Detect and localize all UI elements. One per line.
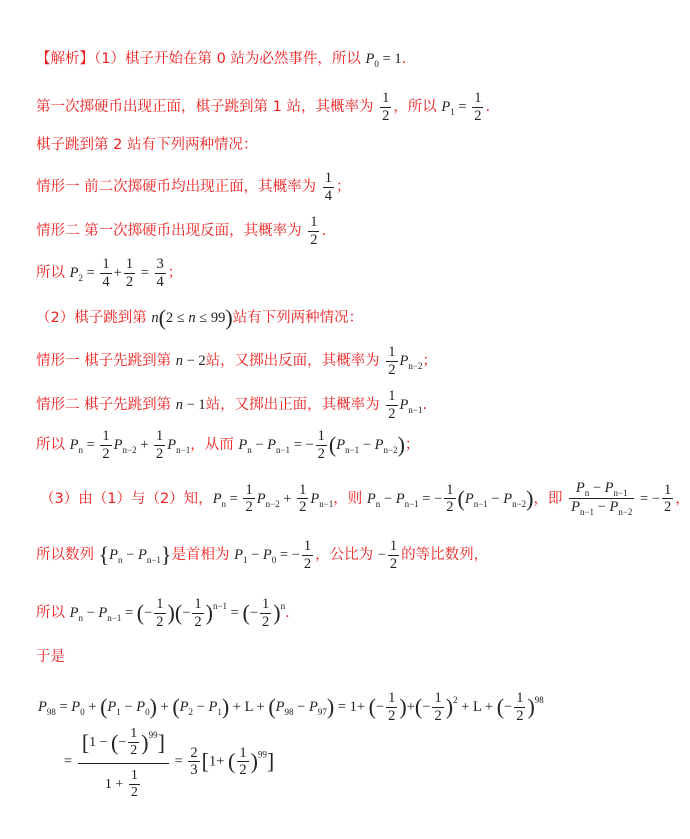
sum-line: $P_{98} = P_0 + (P_1 - P_0) + (P_2 - P_1) + L + (P_{98} - P_{97}) = 1+$ (− $\frac{1}{2}$ )+(− $\frac{1}{2}$ )$^2$ + L + (− $\frac{1}{2}$ )$^{98}$ — [38, 690, 544, 724]
part2-line: （2）棋子跳到第 n(2 ≤ n ≤ 99)站有下列两种情况： — [36, 305, 364, 330]
sequence-line: 所以数列 $\{P_n - P_{n-1}\}$是首相为 $P_1 - P_0$ = − $\frac{1}{2}$ ，公比为 − $\frac{1}{2}$ 的等比数列， — [36, 538, 489, 572]
analysis-line-1: 【解析】（1）棋子开始在第 0 站为必然事件，所以 $P_0 = 1$. — [36, 51, 407, 69]
analysis-line-3: 棋子跳到第 2 站有下列两种情况： — [36, 137, 258, 153]
final-line: = [1 − (− $\frac{1}{2}$ )$^{99}$] 1 + $\frac{1}{2}$ = $\frac{2}{3}$ [1+ ( $\frac{1}{2}$ )$^{99}$] — [64, 722, 274, 801]
part2-case-one: 情形一 棋子先跳到第 n − 2站，又掷出反面，其概率为 $\frac{1}{2}$ $P_{n-2}$； — [36, 344, 437, 378]
part3-line: （3）由（1）与（2）知，$P_n$ = $\frac{1}{2}$ $P_{n-2}$ + $\frac{1}{2}$ $P_{n-1}$，则 $P_n - P_{n-1}$ = − $\frac{1}{2}$ $(P_{n-1} - P_{n-2})$，即 $\frac{P_n - P_{n-1}}{P_{n-1} - P_{n-2}}$ = − $\frac{1}{2}$ ， — [40, 480, 690, 518]
therefore-line: 于是 — [36, 649, 65, 665]
p2-line: 所以 $P_2$ = $\frac{1}{4}$ + $\frac{1}{2}$ = $\frac{3}{4}$ ； — [36, 256, 183, 290]
part2-case-two: 情形二 棋子先跳到第 n − 1站，又掷出正面，其概率为 $\frac{1}{2}$ $P_{n-1}$. — [36, 388, 428, 422]
case-two-line: 情形二 第一次掷硬币出现反面，其概率为 $\frac{1}{2}$ . — [36, 214, 327, 248]
case-one-line: 情形一 前二次掷硬币均出现正面，其概率为 $\frac{1}{4}$ ； — [36, 170, 351, 204]
analysis-line-2: 第一次掷硬币出现正面，棋子跳到第 1 站，其概率为 $\frac{1}{2}$ ，所以 $P_1$ = $\frac{1}{2}$ . — [36, 90, 491, 124]
general-term-line: 所以 $P_n - P_{n-1}$ = (− $\frac{1}{2}$ )(− $\frac{1}{2}$ )$^{n-1}$ = (− $\frac{1}{2}$ )$^n$. — [36, 596, 290, 630]
recurrence-line: 所以 $P_n$ = $\frac{1}{2}$ $P_{n-2}$ + $\frac{1}{2}$ $P_{n-1}$，从而 $P_n - P_{n-1}$ = − $\frac{1}{2}$ $(P_{n-1} - P_{n-2})$； — [36, 428, 420, 462]
